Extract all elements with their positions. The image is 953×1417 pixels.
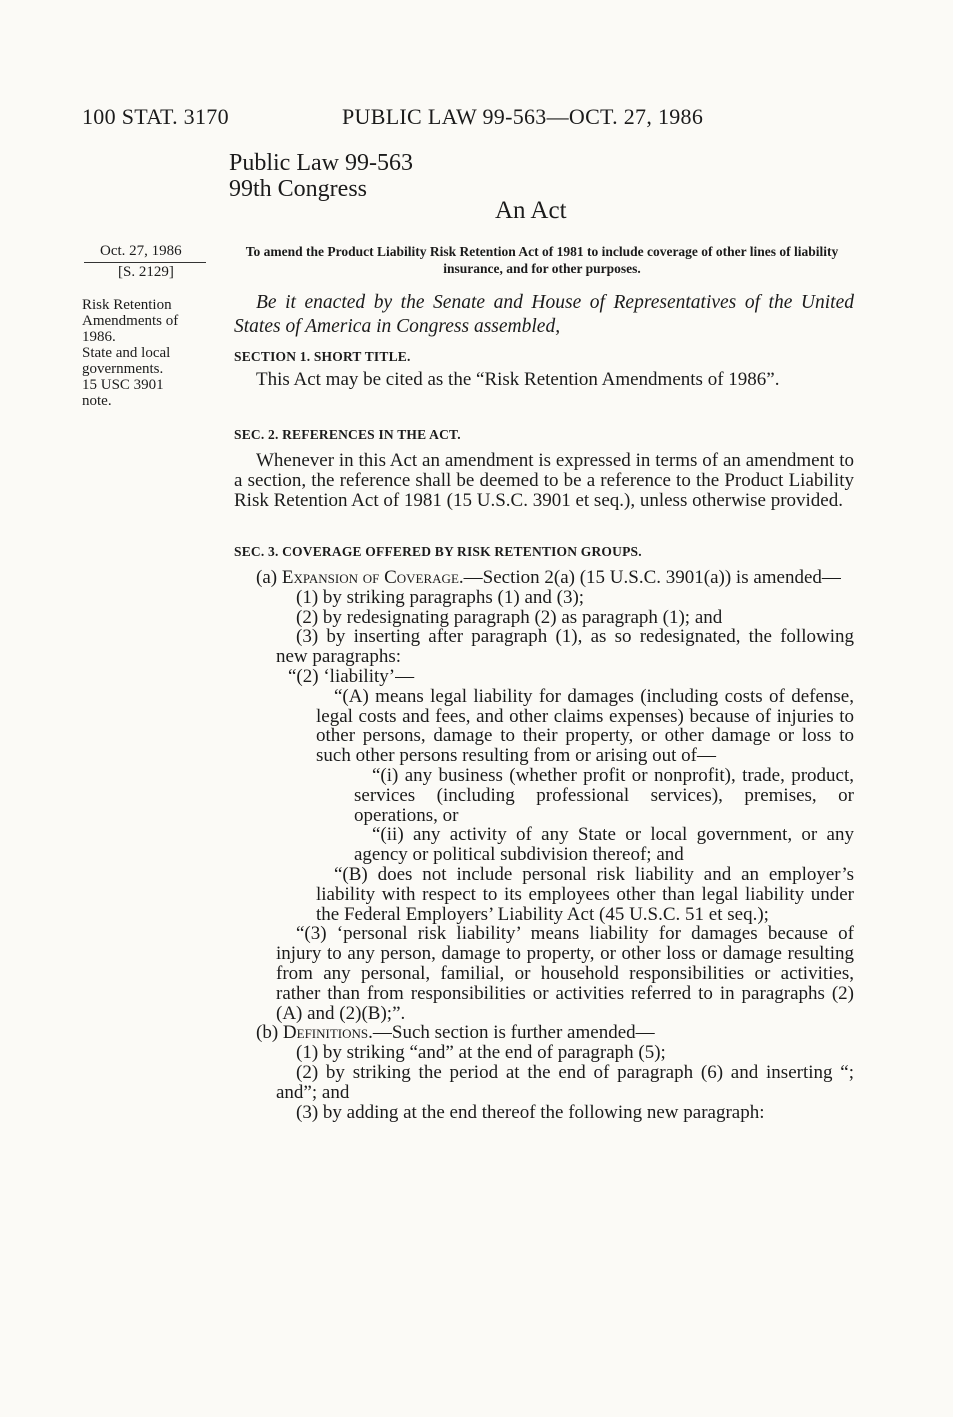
margin-note: Amendments of [82, 313, 179, 329]
enacting-clause: Be it enacted by the Senate and House of Representatives of the United States of America in Congress assembled, [234, 292, 854, 337]
section-3-heading: SEC. 3. COVERAGE OFFERED BY RISK RETENTION GROUPS. [234, 544, 642, 559]
subsection-a-text: —Section 2(a) (15 U.S.C. 3901(a)) is amended— [463, 567, 841, 588]
subsection-b-label: (b) [256, 1022, 283, 1044]
margin-note: 1986. [82, 329, 116, 345]
quoted-paragraph-3: “(3) ‘personal risk liability’ means liability for damages because of injury to any person, damage to property, or other loss or damage resulting from any personal, familial, or household responsibilities or activities, rather than from responsibilities or activities referred to in paragraphs (2)(A) and (2)(B);”. [276, 923, 854, 1024]
congress-label: 99th Congress [229, 176, 367, 202]
running-title: PUBLIC LAW 99-563—OCT. 27, 1986 [342, 104, 704, 129]
subsection-a-heading: Expansion of Coverage. [281, 567, 464, 588]
subsection-b [234, 1023, 854, 1043]
quoted-clause-ii: “(ii) any activity of any State or local government, or any agency or political subdivision thereof; and [354, 824, 854, 866]
margin-note: governments. [82, 361, 164, 377]
section-2-text: Whenever in this Act an amendment is expressed in terms of an amendment to a section, the reference shall be deemed to be a reference to the Product Liability Risk Retention Act of 1981 (15 U.S.C. 3901 et seq.), unless otherwise provided. [234, 450, 854, 511]
section-2-heading: SEC. 2. REFERENCES IN THE ACT. [234, 427, 461, 442]
paragraph-a1: (1) by striking paragraphs (1) and (3); [296, 586, 585, 608]
quoted-subparagraph-B: “(B) does not include personal risk liability and an employer’s liability with respect to its employees other than legal liability under the Federal Employers’ Liability Act (45 U.S.C. 51 et seq.); [316, 863, 854, 925]
act-label: An Act [495, 197, 567, 224]
margin-note: State and local [82, 345, 171, 361]
margin-note: Risk Retention [82, 297, 172, 313]
margin-notes [82, 297, 212, 409]
margin-note: note. [82, 393, 112, 409]
paragraph-a3: (3) by inserting after paragraph (1), as so redesignated, the following new paragraphs: [276, 626, 854, 668]
quoted-clause-i: “(i) any business (whether profit or nonprofit), trade, product, services (including professional services), premises, or operations, or [354, 764, 854, 826]
act-purpose: To amend the Product Liability Risk Retention Act of 1981 to include coverage of other lines of liability insurance, and for other purposes. [245, 244, 839, 276]
public-law-title: Public Law 99-563 [229, 150, 413, 176]
section-3-body [234, 568, 854, 1122]
quoted-subparagraph-A: “(A) means legal liability for damages (including costs of defense, legal costs and fees, and other claims expenses) because of injuries to other persons, damage to their property, or other damage or loss to such other persons resulting from or arising out of— [316, 685, 854, 767]
margin-note: 15 USC 3901 [82, 377, 164, 393]
page-reference: 100 STAT. 3170 [82, 104, 229, 129]
margin-bill-number: [S. 2129] [118, 264, 174, 280]
subsection-a [234, 568, 854, 588]
subsection-b-heading: Definitions. [282, 1022, 373, 1044]
paragraph-a2: (2) by redesignating paragraph (2) as paragraph (1); and [296, 606, 723, 628]
margin-date: Oct. 27, 1986 [100, 243, 182, 259]
subsection-b-text: —Such section is further amended— [372, 1022, 655, 1044]
section-1-heading: SECTION 1. SHORT TITLE. [234, 349, 411, 364]
section-1-text: This Act may be cited as the “Risk Retention Amendments of 1986”. [256, 369, 780, 390]
quoted-paragraph-2: “(2) ‘liability’— [288, 665, 415, 687]
paragraph-b1: (1) by striking “and” at the end of paragraph (5); [296, 1042, 666, 1064]
margin-divider [84, 262, 206, 263]
subsection-a-label: (a) [256, 567, 282, 588]
paragraph-b2: (2) by striking the period at the end of paragraph (6) and inserting “; and”; and [276, 1061, 854, 1103]
paragraph-b3: (3) by adding at the end thereof the following new paragraph: [296, 1101, 765, 1123]
